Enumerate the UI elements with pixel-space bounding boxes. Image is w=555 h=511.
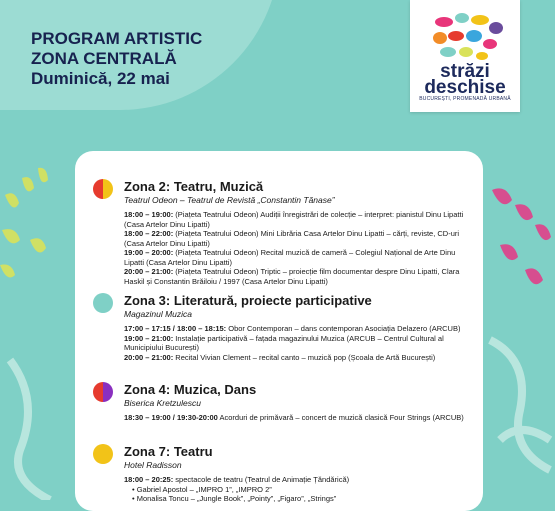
- zone-7-schedule: [124, 475, 464, 504]
- logo-pattern-icon: [410, 6, 520, 68]
- zone-4-dot-icon: [93, 382, 113, 402]
- zone-2-title: Zona 2: Teatru, Muzică: [124, 179, 264, 194]
- strazi-deschise-logo: [410, 0, 520, 112]
- logo-word-strazi: străzi: [440, 61, 490, 82]
- zone-3-schedule: [124, 324, 464, 362]
- zone-4-schedule: [124, 413, 464, 423]
- program-card: [75, 151, 483, 511]
- schedule-item: 20:00 – 21:00: (Piațeta Teatrului Odeon) Triptic – proiecție film documentar despre Dinu Lipatti, Clara Haskil și Constantin Brăiloiu / 1997 (Casa Artelor Dinu Lipatti): [124, 267, 460, 286]
- schedule-item: • Monalisa Toncu – „Jungle Book”, „Pointy”, „Figaro”, „Strings”: [132, 494, 337, 503]
- schedule-item: 19:00 – 20:00: (Piațeta Teatrului Odeon) Recital muzică de cameră – Colegiul Național de Arte Dinu Lipatti (Casa Artelor Dinu Lipatti): [124, 248, 456, 267]
- zone-2-venue: Teatrul Odeon – Teatrul de Revistă „Constantin Tănase”: [124, 195, 335, 205]
- header-title-line2: ZONA CENTRALĂ: [31, 49, 177, 68]
- zone-4-venue: Biserica Kretzulescu: [124, 398, 202, 408]
- program-header: [31, 29, 202, 89]
- zone-3-venue: Magazinul Muzica: [124, 309, 193, 319]
- schedule-item: 19:00 – 21:00: Instalație participativă – fațada magazinului Muzica (ARCUB – Centrul Cultural al Municipiului București): [124, 333, 444, 352]
- zone-2-dot-icon: [93, 179, 113, 199]
- logo-tagline: BUCUREȘTI, PROMENADĂ URBANĂ: [419, 96, 511, 102]
- zone-3-title: Zona 3: Literatură, proiecte participative: [124, 293, 372, 308]
- zone-3-dot-icon: [93, 293, 113, 313]
- logo-word-deschise: deschise: [424, 77, 506, 98]
- schedule-item: 18:00 – 19:00: (Piațeta Teatrului Odeon) Audiții înregistrări de colecție – interpret: pianistul Dinu Lipatti (Casa Artelor Dinu Lipatti): [124, 210, 464, 229]
- schedule-item: 18:00 – 20:25: spectacole de teatru (Teatrul de Animație Țăndărică): [124, 475, 350, 484]
- zone-2-schedule: [124, 210, 464, 286]
- schedule-item: 17:00 – 17:15 / 18:00 – 18:15: Obor Contemporan – dans contemporan Asociația Delazero (ARCUB): [124, 324, 461, 333]
- header-date: Duminică, 22 mai: [31, 69, 170, 88]
- zone-4-title: Zona 4: Muzica, Dans: [124, 382, 257, 397]
- schedule-item: 18:30 – 19:00 / 19:30-20:00 Acorduri de primăvară – concert de muzică clasică Four Strings (ARCUB): [124, 413, 464, 422]
- zone-7-venue: Hotel Radisson: [124, 460, 182, 470]
- zone-7-dot-icon: [93, 444, 113, 464]
- header-title-line1: PROGRAM ARTISTIC: [31, 29, 203, 48]
- schedule-item: 18:00 – 22:00: (Piațeta Teatrului Odeon) Mini Librăria Casa Artelor Dinu Lipatti – cărți, reviste, CD-uri (Casa Artelor Dinu Lipatti): [124, 229, 460, 248]
- zone-7-title: Zona 7: Teatru: [124, 444, 213, 459]
- schedule-item: 20:00 – 21:00: Recital Vivian Clement – recital canto – muzică pop (Școala de Artă București): [124, 352, 436, 362]
- schedule-item: • Gabriel Apostol – „IMPRO 1”, „IMPRO 2”: [132, 484, 272, 494]
